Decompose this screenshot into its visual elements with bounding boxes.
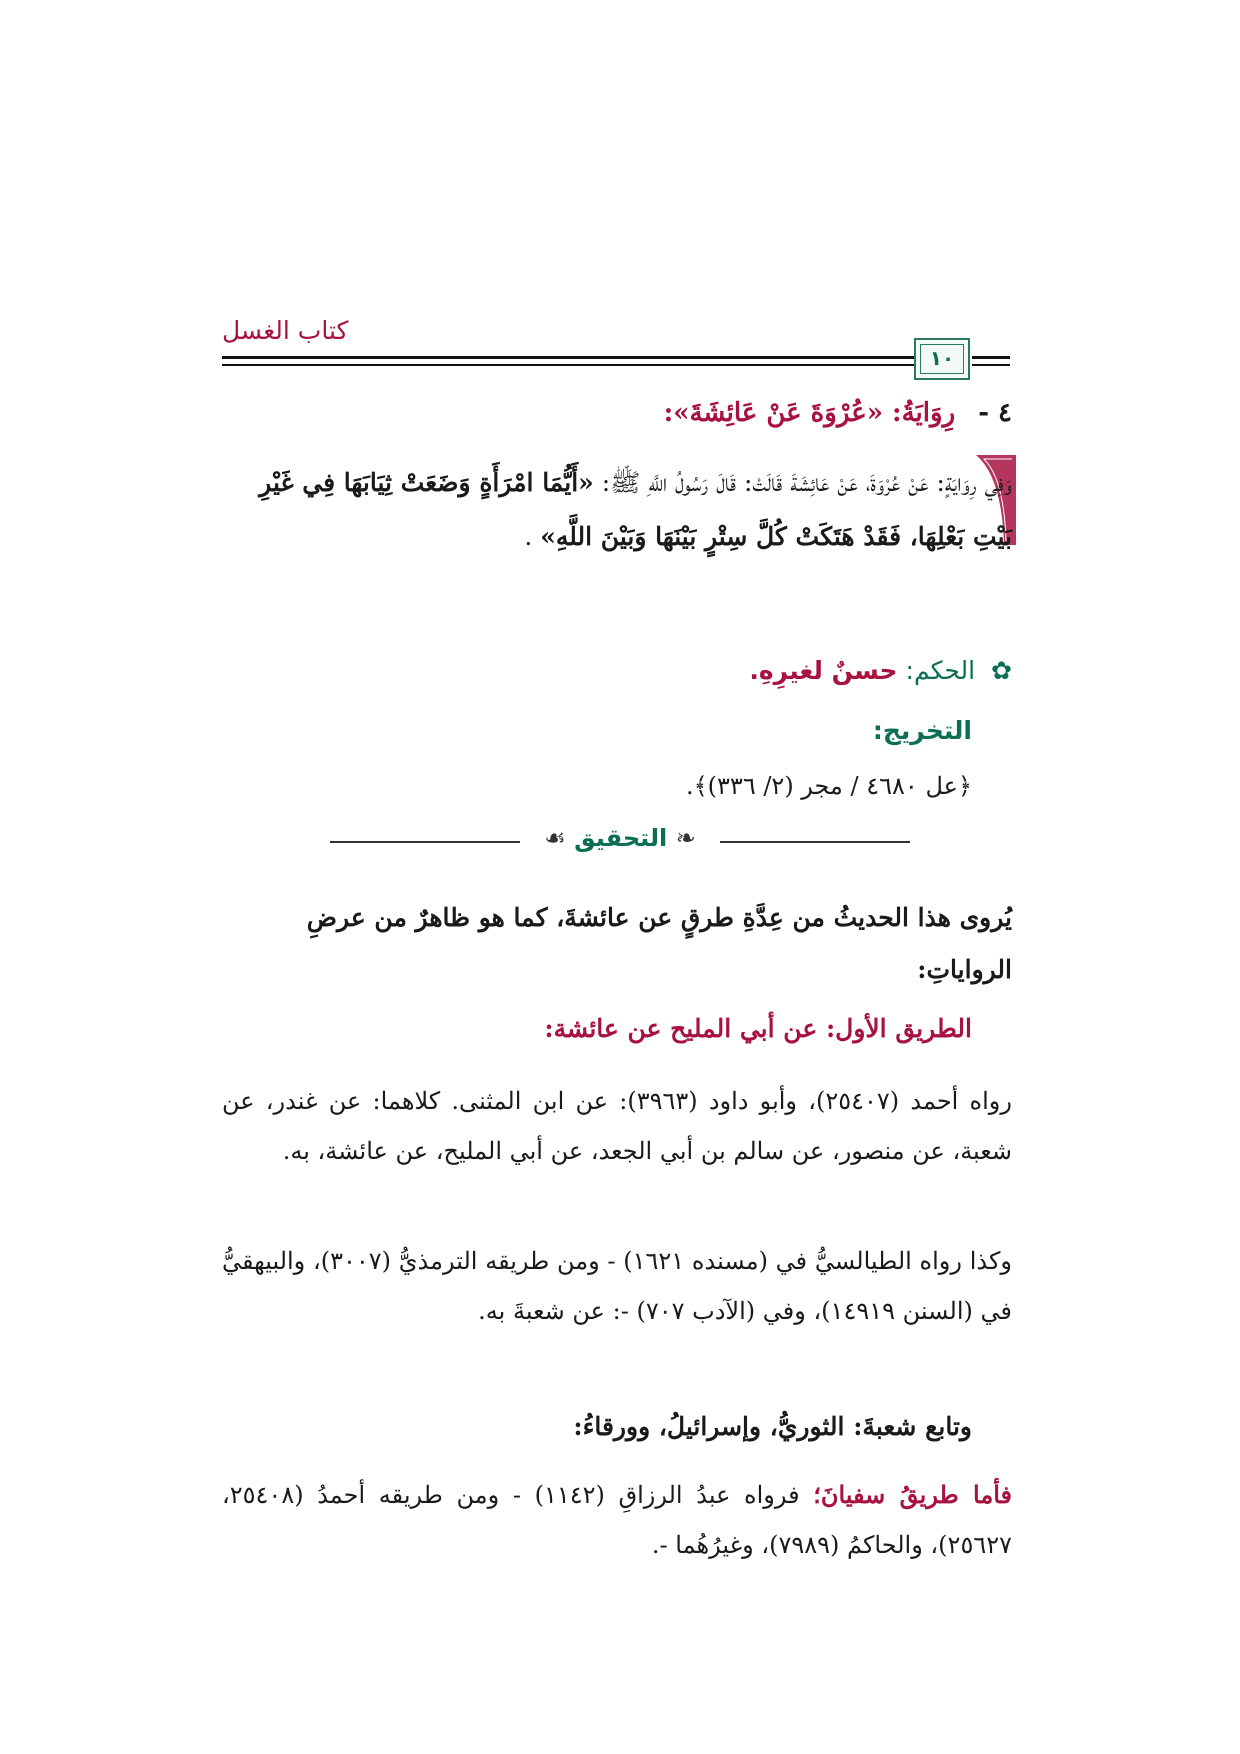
sufyan-text: فرواه عبدُ الرزاقِ (١١٤٢) - ومن طريقه أحمدُ (٢٥٤٠٨، ٢٥٦٢٧)، والحاكمُ (٧٩٨٩)، وغيرُهُما -.: [222, 1481, 1012, 1559]
flower-ornament-icon: ✿: [991, 656, 1012, 685]
book-title: كتاب الغسل: [222, 316, 349, 345]
sufyan-paragraph: [222, 1470, 1012, 1570]
section-number: ٤ -: [978, 398, 1012, 428]
header-rule-right: [972, 356, 1010, 359]
path1-paragraph: رواه أحمد (٢٥٤٠٧)، وأبو داود (٣٩٦٣): عن ابن المثنى. كلاهما: عن غندر، عن شعبة، عن منصور، عن سالم بن أبي الجعد، عن أبي المليح، عن عائشة، به.: [222, 1087, 1012, 1165]
hadith-end: .: [524, 522, 533, 551]
ruling-label: الحكم:: [905, 656, 976, 685]
tahqiq-divider: [330, 824, 910, 858]
tahqiq-title-text: التحقيق: [574, 824, 668, 852]
header-rule-left-thin: [222, 364, 914, 366]
sufyan-lead: فأما طريقُ سفيانَ؛: [813, 1480, 1012, 1509]
hadith-quote: «أَيُّمَا امْرَأَةٍ وَضَعَتْ ثِيَابَهَا فِي غَيْرِ بَيْتِ بَعْلِهَا، فَقَدْ هَتَكَتْ كُلَّ سِتْرٍ بَيْنَهَا وَبَيْنَ اللَّهِ»: [259, 468, 1012, 551]
page-number-frame: [914, 338, 970, 380]
header-rule-left: [222, 356, 914, 359]
header-rule-right-thin: [972, 364, 1010, 366]
path1-paragraph-2: وكذا رواه الطيالسيُّ في (مسنده ١٦٢١) - ومن طريقه الترمذيُّ (٣٠٠٧)، والبيهقيُّ في (السنن ١٤٩١٩)، وفي (الآدب ٧٠٧) -: عن شعبةَ به.: [222, 1247, 1012, 1325]
ornament-right-icon: ☙: [544, 824, 566, 852]
hadith-text-block: [222, 456, 1012, 564]
ruling-line: [312, 656, 1012, 685]
section-title: رِوَايَةُ: «عُرْوَةَ عَنْ عَائِشَةَ»:: [663, 398, 956, 428]
ornament-left-icon: ❧: [667, 824, 696, 852]
intro-paragraph: يُروى هذا الحديثُ من عِدَّةِ طرقٍ عن عائشةَ، كما هو ظاهرٌ من عرضِ الرواياتِ:: [306, 903, 1012, 984]
section-heading: [312, 398, 1012, 428]
takhrij-label: التخريج:: [872, 716, 972, 745]
tahqiq-title: [330, 824, 910, 852]
takhrij-text: ﴿عل ٤٦٨٠ / مجر (٢/ ٣٣٦)﴾.: [685, 772, 972, 800]
ruling-value: حسنٌ لغيرِهِ.: [749, 656, 898, 685]
page-number: ١٠: [929, 346, 955, 370]
hadith-intro: وَفِي رِوَايَةٍ: عَنْ عُرْوَةَ، عَنْ عَائِشَةَ قَالَتْ: قَالَ رَسُولُ اللَّهِ ﷺ:: [601, 468, 1012, 497]
followers-heading: وتابع شعبةَ: الثوريُّ، وإسرائيلُ، وورقاءُ:: [573, 1412, 972, 1441]
path1-heading: الطريق الأول: عن أبي المليح عن عائشة:: [544, 1014, 972, 1043]
